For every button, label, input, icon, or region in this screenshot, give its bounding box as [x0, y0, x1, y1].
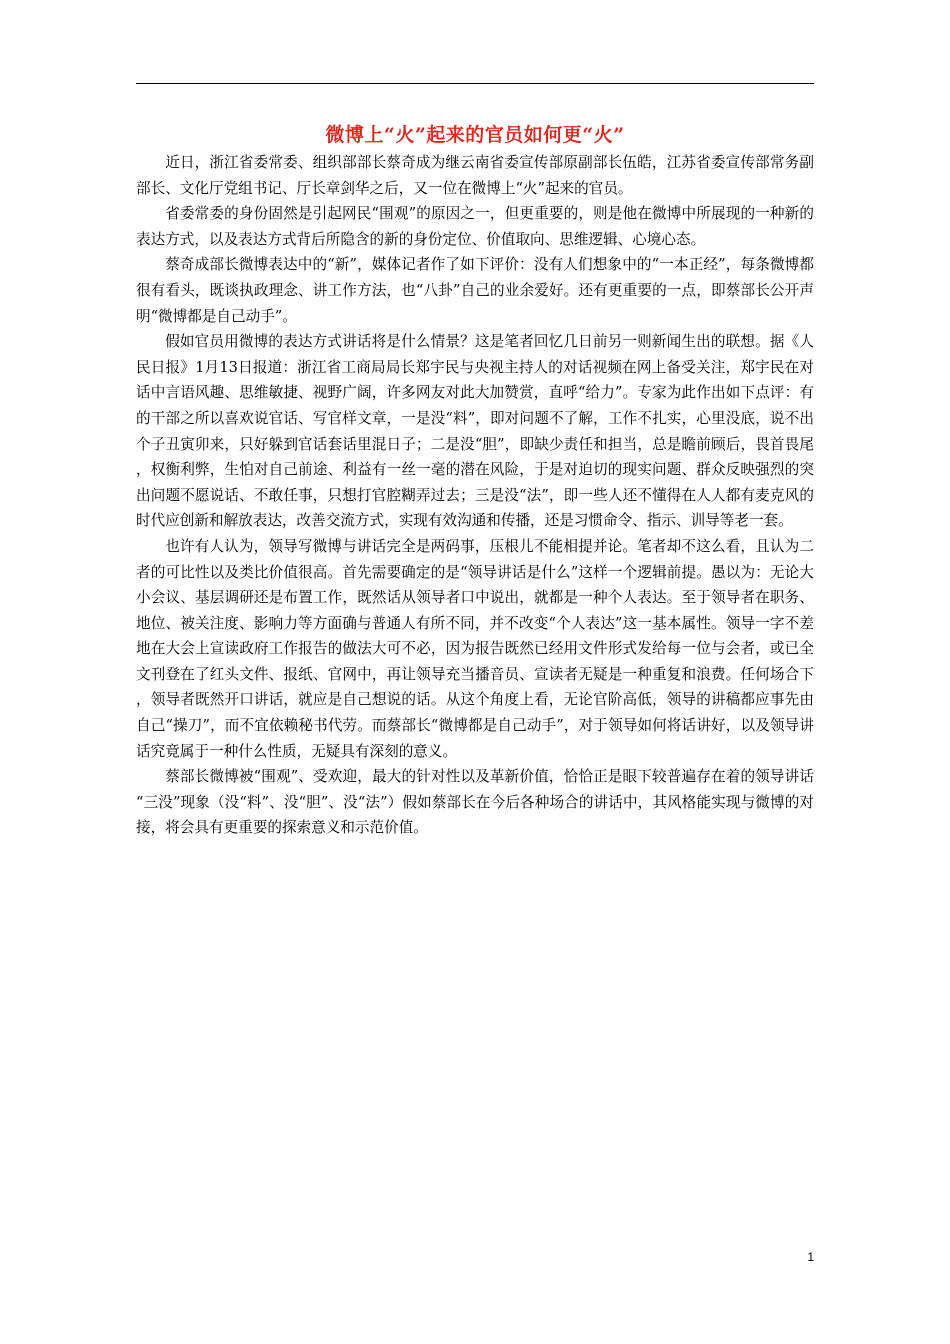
article-title: 微博上“火”起来的官员如何更“火”	[325, 124, 625, 146]
paragraph-3: 蔡奇成部长微博表达中的“新”，媒体记者作了如下评价：没有人们想象中的“一本正经”，每条微博都很有看头，既谈执政理念、讲工作方法，也“八卦”自己的业余爱好。还有更重要的一点，即蔡部长公开声明“微博都是自己动手”。	[136, 256, 814, 325]
paragraph-2: 省委常委的身份固然是引起网民“围观”的原因之一，但更重要的，则是他在微博中所展现的一种新的表达方式，以及表达方式背后所隐含的新的身份定位、价值取向、思维逻辑、心境心态。	[136, 205, 814, 248]
paragraph-6: 蔡部长微博被“围观”、受欢迎，最大的针对性以及革新价值，恰恰正是眼下较普遍存在着的领导讲话“三没”现象（没“料”、没“胆”、没“法”）假如蔡部长在今后各种场合的讲话中，其风格能实现与微博的对接，将会具有更重要的探索意义和示范价值。	[136, 768, 814, 837]
article-body	[136, 150, 814, 841]
page-number: 1	[807, 1250, 814, 1264]
paragraph-1: 近日，浙江省委常委、组织部部长蔡奇成为继云南省委宣传部原副部长伍皓，江苏省委宣传部常务副部长、文化厅党组书记、厅长章剑华之后，又一位在微博上“火”起来的官员。	[136, 154, 814, 197]
header-rule	[136, 83, 814, 84]
paragraph-5: 也许有人认为，领导写微博与讲话完全是两码事，压根儿不能相提并论。笔者却不这么看，且认为二者的可比性以及类比价值很高。首先需要确定的是“领导讲话是什么”这样一个逻辑前提。愚以为：无论大小会议、基层调研还是布置工作，既然话从领导者口中说出，就都是一种个人表达。至于领导者在职务、地位、被关注度、影响力等方面确与普通人有所不同，并不改变“个人表达”这一基本属性。领导一字不差地在大会上宣读政府工作报告的做法大可不必，因为报告既然已经用文件形式发给每一位与会者，或已全文刊登在了红头文件、报纸、官网中，再让领导充当播音员、宣读者无疑是一种重复和浪费。任何场合下，领导者既然开口讲话，就应是自己想说的话。从这个角度上看，无论官阶高低，领导的讲稿都应事先由自己“操刀”，而不宜依赖秘书代劳。而蔡部长“微博都是自己动手”，对于领导如何将话讲好，以及领导讲话究竟属于一种什么性质，无疑具有深刻的意义。	[136, 537, 814, 760]
paragraph-4: 假如官员用微博的表达方式讲话将是什么情景？这是笔者回忆几日前另一则新闻生出的联想。据《人民日报》1月13日报道：浙江省工商局局长郑宇民与央视主持人的对话视频在网上备受关注，郑宇民在对话中言语风趣、思维敏捷、视野广阔，许多网友对此大加赞赏，直呼“给力”。专家为此作出如下点评：有的干部之所以喜欢说官话、写官样文章，一是没“料”，即对问题不了解，工作不扎实，心里没底，说不出个子丑寅卯来，只好躲到官话套话里混日子；二是没“胆”，即缺少责任和担当，总是瞻前顾后，畏首畏尾，权衡利弊，生怕对自己前途、利益有一丝一毫的潜在风险，于是对迫切的现实问题、群众反映强烈的突出问题不愿说话、不敢任事，只想打官腔糊弄过去；三是没“法”，即一些人还不懂得在人人都有麦克风的时代应创新和解放表达，改善交流方式，实现有效沟通和传播，还是习惯命令、指示、训导等老一套。	[136, 333, 814, 530]
